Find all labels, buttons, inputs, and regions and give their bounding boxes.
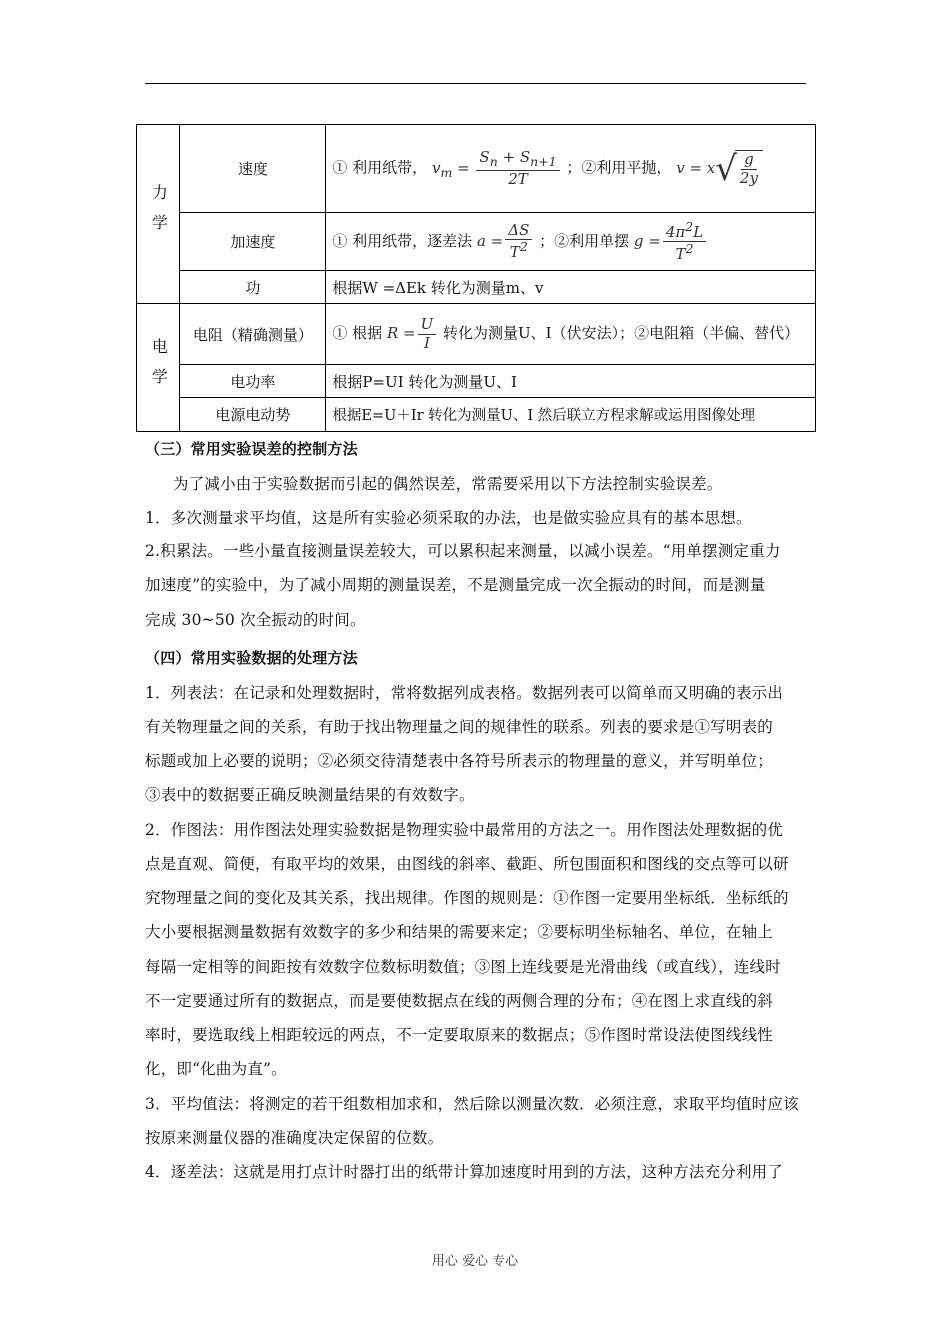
paragraph-line: 4．逐差法：这就是用打点计时器打出的纸带计算加速度时用到的方法，这种方法充分利用了: [145, 1163, 784, 1181]
paragraph-line: 点是直观、简便，有取平均的效果，由图线的斜率、截距、所包围面积和图线的交点等可以研: [145, 855, 789, 873]
paragraph-line: 1．列表法：在记录和处理数据时，常将数据列成表格。数据列表可以简单而又明确的表示出: [145, 684, 784, 702]
paragraph-line: 大小要根据测量数据有效数字的多少和结果的需要来定；②要标明坐标轴名、单位，在轴上: [145, 923, 774, 941]
table-row: [137, 365, 816, 398]
acceleration-method-part2: ；②利用单摆: [539, 231, 630, 250]
velocity-method-part1: ① 利用纸带，: [332, 158, 428, 177]
quantity-work: 功: [180, 271, 326, 304]
paragraph-line: 3．平均值法：将测定的若干组数相加求和，然后除以测量次数．必须注意，求取平均值时应该: [145, 1095, 799, 1113]
quantity-emf: 电源电动势: [180, 398, 326, 432]
category-mechanics: 力学: [137, 125, 180, 304]
paragraph-line: 2.积累法。一些小量直接测量误差较大，可以累积起来测量，以减小误差。“用单摆测定重力: [145, 542, 781, 560]
velocity-formula-projectile: v = x √ $\frac{g}{2y}$: [676, 159, 763, 177]
velocity-method-part2: ；②利用平抛，: [566, 158, 672, 177]
table-row: [137, 398, 816, 432]
paragraph-line: 率时，要选取线上相距较远的两点，不一定要取原来的数据点；⑤作图时常设法使图线线性: [145, 1026, 774, 1044]
table-row: [137, 125, 816, 213]
resistance-method-part2: 转化为测量U、I（伏安法）；②电阻箱（半偏、替代）: [443, 324, 800, 342]
paragraph-line: 不一定要通过所有的数据点，而是要使数据点在线的两侧合理的分布；④在图上求直线的斜: [145, 992, 774, 1010]
method-work: 根据W =ΔEk 转化为测量m、v: [326, 271, 816, 304]
measurement-methods-table: [136, 124, 816, 432]
paragraph-line: 化，即“化曲为直”。: [145, 1060, 287, 1078]
table-row: [137, 213, 816, 271]
category-electricity: 电学: [137, 304, 180, 432]
paragraph-line: 有关物理量之间的关系，有助于找出物理量之间的规律性的联系。列表的要求是①写明表的: [145, 718, 774, 736]
method-acceleration: [326, 213, 816, 271]
table-row: [137, 304, 816, 365]
resistance-formula: R = $\frac{U}{I}$: [387, 324, 438, 342]
paragraph-line: ③表中的数据要正确反映测量结果的有效数字。: [145, 786, 475, 804]
paragraph-line: 究物理量之间的变化及其关系，找出规律。作图的规则是：①作图一定要用坐标纸．坐标纸的: [145, 889, 789, 907]
paragraph-line: 为了减小由于实验数据而引起的偶然误差，常需要采用以下方法控制实验误差。: [173, 475, 723, 493]
acceleration-method-part1: ① 利用纸带，逐差法: [332, 231, 473, 250]
paragraph-line: 按原来测量仪器的准确度决定保留的位数。: [145, 1129, 444, 1147]
method-power: 根据P=UI 转化为测量U、I: [326, 365, 816, 398]
header-rule: [145, 83, 806, 84]
paragraph-line: 标题或加上必要的说明；②必须交待清楚表中各符号所表示的物理量的意义，并写明单位；: [145, 752, 774, 770]
acceleration-formula-tape: a = $\frac{\Delta S}{T^2}$: [477, 232, 534, 250]
paragraph-line: 加速度”的实验中，为了减小周期的测量误差，不是测量完成一次全振动的时间，而是测量: [145, 576, 766, 594]
acceleration-formula-pendulum: g = $\frac{4\pi^2L}{T^2}$: [634, 232, 708, 250]
paragraph-line: 2．作图法：用作图法处理实验数据是物理实验中最常用的方法之一。用作图法处理数据的优: [145, 821, 784, 839]
quantity-power: 电功率: [180, 365, 326, 398]
quantity-velocity: 速度: [180, 125, 326, 213]
table-row: [137, 271, 816, 304]
paragraph-line: 1．多次测量求平均值，这是所有实验必须采取的办法，也是做实验应具有的基本思想。: [145, 509, 752, 527]
paragraph-line: 完成 30~50 次全振动的时间。: [145, 611, 366, 629]
method-emf: 根据E=U＋Ir 转化为测量U、I 然后联立方程求解或运用图像处理: [326, 398, 816, 432]
section4-heading: （四）常用实验数据的处理方法: [145, 649, 358, 667]
paragraph-line: 每隔一定相等的间距按有效数字位数标明数值；③图上连线要是光滑曲线（或直线），连线时: [145, 958, 781, 976]
section3-heading: （三）常用实验误差的控制方法: [145, 440, 358, 458]
method-resistance: [326, 304, 816, 365]
resistance-method-part1: ① 根据: [332, 324, 383, 342]
quantity-acceleration: 加速度: [180, 213, 326, 271]
method-velocity: [326, 125, 816, 213]
page-footer: 用心 爱心 专心: [431, 1254, 519, 1269]
velocity-formula-tape: $v_m$ = $\frac{S_n + S_{n+1}}{2T}$: [432, 159, 562, 177]
quantity-resistance: 电阻（精确测量）: [180, 304, 326, 365]
